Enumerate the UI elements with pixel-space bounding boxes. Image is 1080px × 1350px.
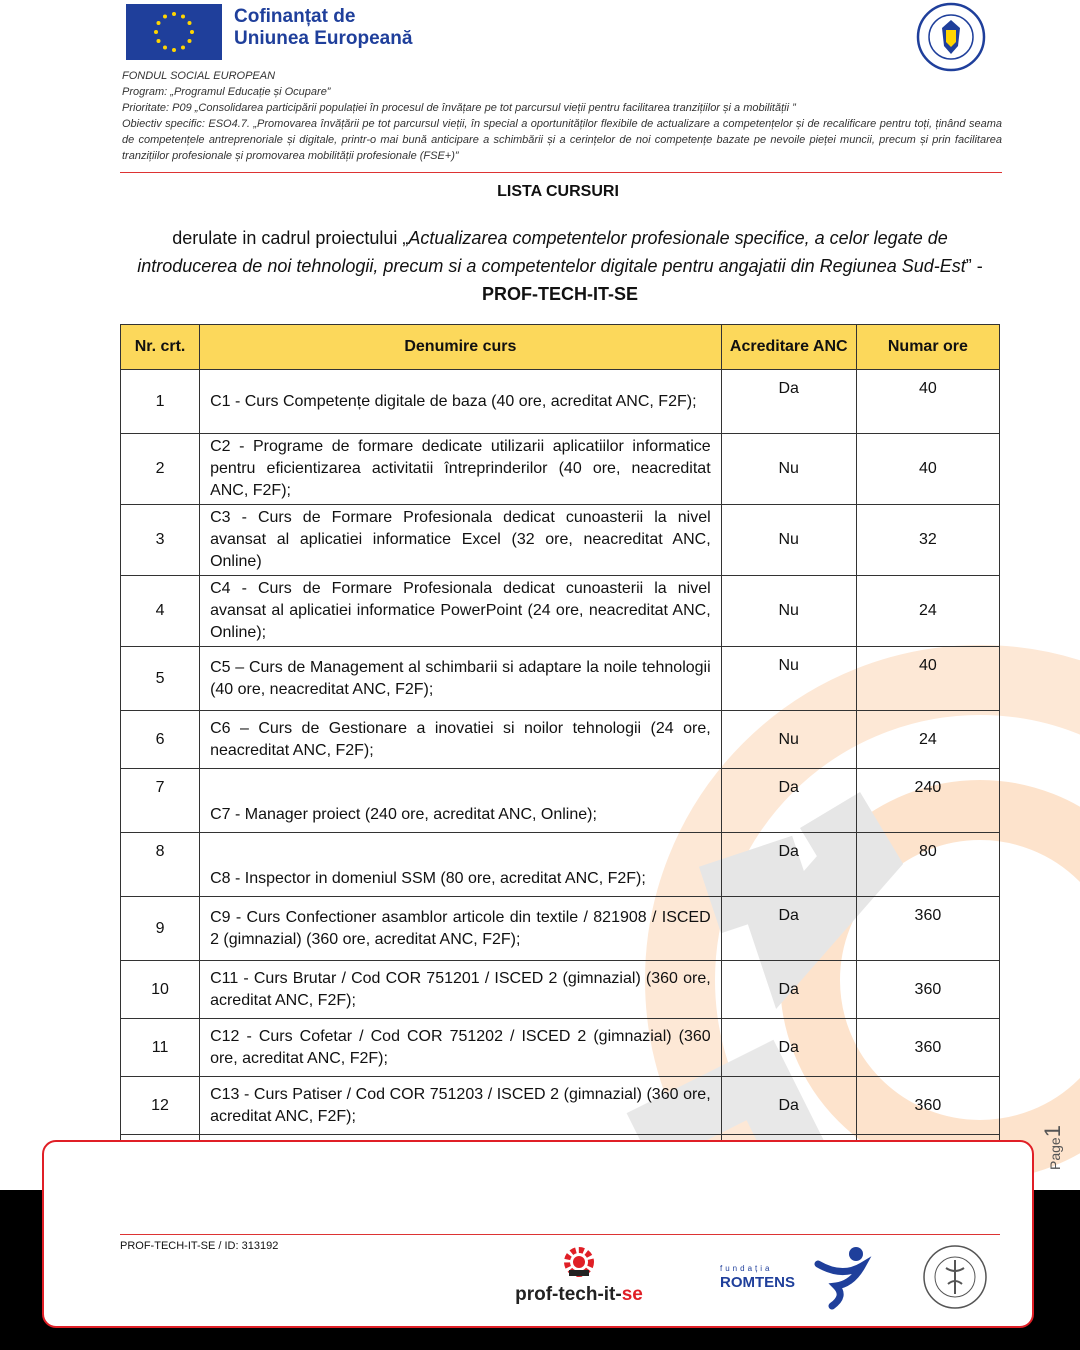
cell-name: C6 – Curs de Gestionare a inovatiei si noilor tehnologii (24 ore, neacreditat ANC, F2F); (200, 711, 722, 769)
cell-acc: Da (721, 897, 856, 961)
cci-text (922, 1244, 988, 1310)
cell-name: C2 - Programe de formare dedicate utilizarii aplicatiilor informatice pentru eficientizarea activitatii întreprinderilor (40 ore, neacreditat ANC, F2F); (200, 434, 722, 505)
cell-ore: 24 (856, 711, 999, 769)
fse-line: Obiectiv specific: ESO4.7. „Promovarea învățării pe tot parcursul vieții, în special a oportunităților flexibile de actualizare a competențelor și de recalificare pentru toți, ținând seama de competențele antreprenoriale și digitale, printr-o mai bună anticipare a schimbării și a cerințelor de noi competențe bazate pe nevoile pieței muncii, precum și prin facilitarea tranzițiilor profesionale și promovarea mobilității profesionale (FSE+)” (122, 118, 1002, 162)
cell-name: C4 - Curs de Formare Profesionala dedicat cunoasterii la nivel avansat al aplicatiei informatice PowerPoint (24 ore, neacreditat ANC, Online); (200, 576, 722, 647)
cell-nr: 1 (121, 370, 200, 434)
cell-name: C9 - Curs Confectioner asamblor articole din textile / 821908 / ISCED 2 (gimnazial) (360 ore, acreditat ANC, F2F); (200, 897, 722, 961)
logo-wordmark (494, 1284, 664, 1306)
prof-tech-it-se-logo (494, 1240, 664, 1310)
col-header-name: Denumire curs (200, 325, 722, 370)
cell-nr: 6 (121, 711, 200, 769)
fse-line: Prioritate: P09 „Consolidarea participării populației în procesul de învățare pe tot parcursul vieții pentru facilitarea tranzițiilor și a mobilității ” (122, 102, 796, 114)
logo-word-main: prof-tech-it- (515, 1284, 622, 1305)
cell-name: C13 - Curs Patiser / Cod COR 751203 / ISCED 2 (gimnazial) (360 ore, acreditat ANC, F2F); (200, 1077, 722, 1135)
cell-nr: 9 (121, 897, 200, 961)
project-id: PROF-TECH-IT-SE / ID: 313192 (120, 1240, 279, 1252)
eu-flag-icon (126, 4, 222, 60)
cell-acc: Da (721, 769, 856, 833)
logo-word-accent: se (621, 1284, 643, 1305)
cell-acc: Nu (721, 647, 856, 711)
page-number (1040, 1125, 1066, 1170)
cell-nr: 5 (121, 647, 200, 711)
government-seal-icon (916, 2, 986, 72)
cell-acc: Da (721, 833, 856, 897)
cell-ore: 24 (856, 576, 999, 647)
table-row (121, 1077, 1000, 1135)
cell-nr: 11 (121, 1019, 200, 1077)
eu-line1: Cofinanțat de (234, 6, 356, 27)
table-row (121, 434, 1000, 505)
table-row (121, 1019, 1000, 1077)
cell-name: C5 – Curs de Management al schimbarii si adaptare la noile tehnologii (40 ore, neacreditat ANC, F2F); (200, 647, 722, 711)
intro-prefix: derulate in cadrul proiectului „ (172, 228, 409, 248)
gear-logo-icon (559, 1240, 599, 1280)
cell-nr: 8 (121, 833, 200, 897)
cell-ore: 360 (856, 961, 999, 1019)
cell-ore: 360 (856, 1077, 999, 1135)
cell-acc: Da (721, 1019, 856, 1077)
project-name: Actualizarea competentelor profesionale specifice, a celor legate de introducerea de noi tehnologii, precum si a competentelor digitale pentru angajatii din Regiunea Sud-Est (137, 228, 966, 276)
cell-acc: Nu (721, 576, 856, 647)
cell-ore: 32 (856, 505, 999, 576)
table-row (121, 711, 1000, 769)
fse-line: Program: „Programul Educație și Ocupare” (122, 86, 331, 98)
cell-acc: Nu (721, 434, 856, 505)
table-row (121, 370, 1000, 434)
project-intro (120, 224, 1000, 308)
eu-line2: Uniunea Europeană (234, 28, 413, 49)
program-info-block (122, 68, 1002, 164)
cell-name: C12 - Curs Cofetar / Cod COR 751202 / ISCED 2 (gimnazial) (360 ore, acreditat ANC, F2F); (200, 1019, 722, 1077)
eu-cofinanced-label (234, 6, 412, 50)
romtens-figure-icon (812, 1244, 872, 1310)
cell-acc: Nu (721, 711, 856, 769)
cell-acc: Nu (721, 505, 856, 576)
cell-name: C11 - Curs Brutar / Cod COR 751201 / ISCED 2 (gimnazial) (360 ore, acreditat ANC, F2F); (200, 961, 722, 1019)
cell-name: C7 - Manager proiect (240 ore, acreditat ANC, Online); (200, 769, 722, 833)
page-title: LISTA CURSURI (497, 183, 619, 200)
cell-nr: 3 (121, 505, 200, 576)
table-row (121, 505, 1000, 576)
courses-table (120, 324, 1000, 1190)
table-header-row (121, 325, 1000, 370)
project-acronym: PROF-TECH-IT-SE (482, 284, 638, 304)
cell-ore: 360 (856, 897, 999, 961)
cell-acc: Da (721, 961, 856, 1019)
romtens-logo (716, 1244, 876, 1310)
intro-suffix: ” - (965, 256, 983, 276)
table-row (121, 833, 1000, 897)
cell-ore: 360 (856, 1019, 999, 1077)
page-number-value: 1 (1040, 1125, 1065, 1138)
table-row (121, 961, 1000, 1019)
header-divider (120, 172, 1002, 173)
cell-name: C3 - Curs de Formare Profesionala dedicat cunoasterii la nivel avansat al aplicatiei informatice Excel (32 ore, neacreditat ANC, Online) (200, 505, 722, 576)
cell-ore: 80 (856, 833, 999, 897)
romtens-name: ROMTENS (720, 1274, 795, 1291)
fse-line: FONDUL SOCIAL EUROPEAN (122, 70, 276, 82)
cell-name: C8 - Inspector in domeniul SSM (80 ore, acreditat ANC, F2F); (200, 833, 722, 897)
cell-nr: 12 (121, 1077, 200, 1135)
col-header-acc: Acreditare ANC (721, 325, 856, 370)
cell-ore: 240 (856, 769, 999, 833)
cell-acc: Da (721, 370, 856, 434)
romtens-small-label: fundația (720, 1264, 773, 1273)
cell-nr: 2 (121, 434, 200, 505)
col-header-nr: Nr. crt. (121, 325, 200, 370)
table-row (121, 897, 1000, 961)
page-label: Page (1047, 1137, 1063, 1170)
cell-ore: 40 (856, 370, 999, 434)
cell-ore: 40 (856, 647, 999, 711)
table-row (121, 647, 1000, 711)
cell-nr: 7 (121, 769, 200, 833)
cci-braila-seal (922, 1244, 988, 1310)
table-row (121, 769, 1000, 833)
footer-divider (120, 1234, 1000, 1235)
cell-name: C1 - Curs Competențe digitale de baza (40 ore, acreditat ANC, F2F); (200, 370, 722, 434)
cell-nr: 4 (121, 576, 200, 647)
table-row (121, 576, 1000, 647)
cell-acc: Da (721, 1077, 856, 1135)
cell-nr: 10 (121, 961, 200, 1019)
cell-ore: 40 (856, 434, 999, 505)
col-header-ore: Numar ore (856, 325, 999, 370)
